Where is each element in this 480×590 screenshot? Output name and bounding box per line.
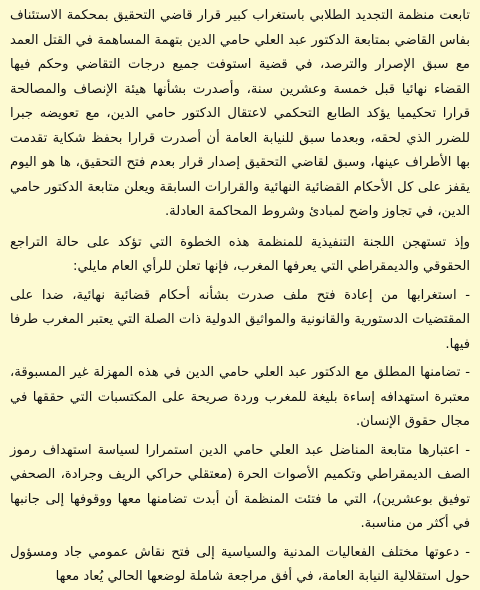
point-item-4: - دعوتها مختلف الفعاليات المدنية والسياسية إلى فتح نقاش عمومي جاد ومسؤول حول استقلالية النيابة العامة، في أفق مراجعة شاملة لوضعها الحالي يُعاد معها bbox=[10, 544, 470, 584]
intro-paragraph: تابعت منظمة التجديد الطلابي باستغراب كبير قرار قاضي التحقيق بمحكمة الاستئناف بفاس القاضي بمتابعة الدكتور عبد العلي حامي الدين بتهمة المساهمة في القتل العمد مع سبق الإصرار والترصد، في قضية استوفت جميع درجات التقاضي وحكم فيها القضاء نهائيا قبل خمسة وعشرين سنة، وأصدرت بشأنها هيئة الإنصاف والمصالحة قرارا تحكيميا يؤكد الطابع التحكمي لاعتقال الدكتور حامي الدين، مع تعويضه جبرا للضرر الذي لحقه، وبعدما سبق للنيابة العامة أن أصدرت قرارا بحفظ شكاية تقدمت بها الأطراف عينها، وسبق لقاضي التحقيق إصدار قرار بعدم فتح التحقيق، ها هو اليوم يقفز على كل الأحكام القضائية النهائية والقرارات السابقة ويعلن متابعة الدكتور حامي الدين، في تجاوز واضح لمبادئ وشروط المحاكمة العادلة. bbox=[10, 8, 470, 219]
statement-paragraph: وإذ تستهجن اللجنة التنفيذية للمنظمة هذه الخطوة التي تؤكد على حالة التراجع الحقوقي والديمقراطي التي يعرفها المغرب، فإنها تعلن للرأي العام مايلي: bbox=[10, 234, 470, 274]
point-item-1: - استغرابها من إعادة فتح ملف صدرت بشأنه أحكام قضائية نهائية، ضدا على المقتضيات الدستورية والقانونية والمواثيق الدولية ذات الصلة التي يعتبر المغرب طرفا فيها. bbox=[10, 287, 470, 352]
point-item-2: - تضامنها المطلق مع الدكتور عبد العلي حامي الدين في هذه المهزلة غير المسبوقة، معتبرة استهدافه إساءة بليغة للمغرب وردة صريحة على المكتسبات التي حققها في مجال حقوق الإنسان. bbox=[10, 365, 470, 429]
point-item-3: - اعتبارها متابعة المناضل عبد العلي حامي الدين استمرارا لسياسة استهداف رموز الصف الديمقراطي وتكميم الأصوات الحرة (معتقلي حراكي الريف وجرادة، الصحفي توفيق بوعشرين)، التي ما فتئت المنظمة أن أبدت تضامنها معها ووقوفها إلى جانبها في أكثر من مناسبة. bbox=[10, 442, 470, 531]
